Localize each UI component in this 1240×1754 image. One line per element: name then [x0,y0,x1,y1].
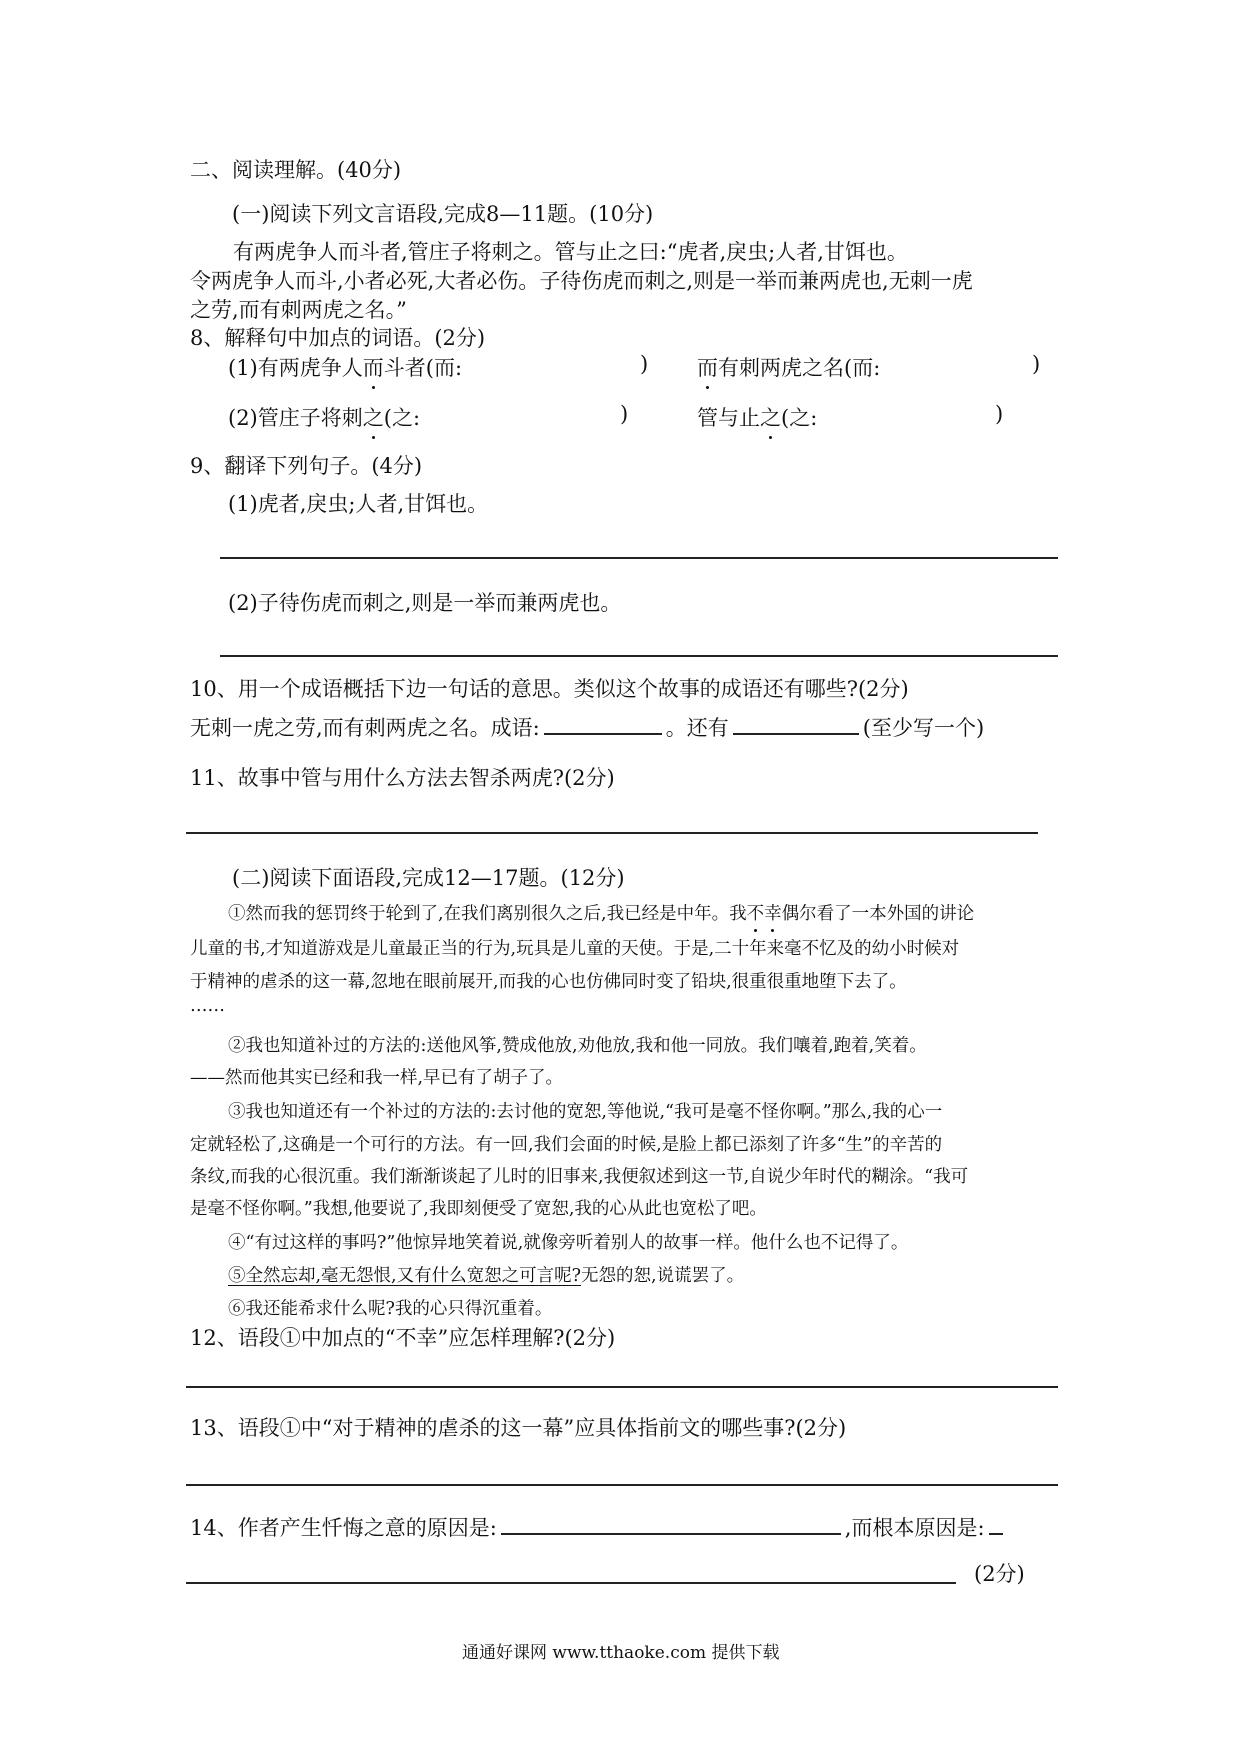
q12-stem: 12、语段①中加点的“不幸”应怎样理解?(2分) [190,1326,616,1350]
answer-line[interactable] [186,1582,956,1584]
q14-score: (2分) [974,1562,1025,1586]
q13-stem: 13、语段①中“对于精神的虐杀的这一幕”应具体指前文的哪些事?(2分) [190,1416,847,1440]
p3-line-3: 条纹,而我的心很沉重。我们渐渐谈起了儿时的旧事来,我便叙述到这一节,自说少年时代的糊涂。“我可 [190,1167,969,1187]
passage-line-2: 令两虎争人而斗,小者必死,大者必伤。子待伤虎而刺之,则是一举而兼两虎也,无刺一虎 [190,269,973,293]
answer-line[interactable] [220,557,1058,559]
p1-line-3: 于精神的虐杀的这一幕,忽地在眼前展开,而我的心也仿佛同时变了铅块,很重很重地堕下去了。 [190,972,907,992]
q9-sentence-1: (1)虎者,戾虫;人者,甘饵也。 [228,492,489,516]
dotted-char: 幸 [764,900,782,925]
answer-blank[interactable] [544,732,662,735]
footer-text: 通通好课网 www.tthaoke.com 提供下载 [462,1643,780,1663]
q8-item-1-close: ) [640,352,649,376]
p4-line: ④“有过这样的事吗?”他惊异地笑着说,就像旁听着别人的故事一样。他什么也不记得了。 [228,1233,909,1253]
p6-line: ⑥我还能希求什么呢?我的心只得沉重着。 [228,1299,553,1319]
passage-line-1: 有两虎争人而斗者,管庄子将刺之。管与止之曰:“虎者,戾虫;人者,甘饵也。 [233,240,908,264]
q9-sentence-2: (2)子待伤虎而刺之,则是一举而兼两虎也。 [228,591,622,615]
dotted-char: 而 [697,352,718,382]
p2-line-1: ②我也知道补过的方法的:送他风筝,赞成他放,劝他放,我和他一同放。我们嚷着,跑着,笑着。 [228,1036,927,1056]
q9-stem: 9、翻译下列句子。(4分) [190,454,423,478]
passage-line-3: 之劳,而有刺两虎之名。” [190,298,407,322]
part1-heading: (一)阅读下列文言语段,完成8—11题。(10分) [232,202,654,226]
p3-line-4: 是毫不怪你啊。”我想,他要说了,我即刻便受了宽恕,我的心从此也宽松了吧。 [190,1199,767,1219]
answer-blank[interactable] [733,732,859,735]
p3-line-1: ③我也知道还有一个补过的方法的:去讨他的宽恕,等他说,“我可是毫不怪你啊。”那么,我的心一 [228,1102,943,1122]
q10-stem: 10、用一个成语概括下边一句话的意思。类似这个故事的成语还有哪些?(2分) [190,677,909,701]
q10-line: 无刺一虎之劳,而有刺两虎之名。成语: 。还有 (至少写一个) [190,716,985,740]
q8-item-1: (1)有两虎争人而斗者(而: [228,352,462,382]
ellipsis: …… [190,996,225,1016]
p3-line-2: 定就轻松了,这确是一个可行的方法。有一回,我们会面的时候,是脸上都已添刻了许多“生”的辛苦的 [190,1135,943,1155]
answer-line[interactable] [220,655,1058,657]
answer-blank[interactable] [501,1532,841,1535]
q8-item-2: 而有刺两虎之名(而: [697,352,880,382]
q11-stem: 11、故事中管与用什么方法去智杀两虎?(2分) [190,766,615,790]
q8-item-4: 管与止之(之: [697,402,817,432]
p2-line-2: ——然而他其实已经和我一样,早已有了胡子了。 [190,1068,564,1088]
q8-item-3: (2)管庄子将刺之(之: [228,402,420,432]
dotted-char: 而 [363,352,384,382]
q8-item-4-close: ) [995,402,1004,426]
answer-blank[interactable] [989,1532,1003,1535]
dotted-char: 不 [747,900,765,925]
q14-line: 14、作者产生忏悔之意的原因是: ,而根本原因是: [190,1512,1007,1542]
p1-line-2: 儿童的书,才知道游戏是儿童最正当的行为,玩具是儿童的天使。于是,二十年来毫不忆及的幼小时候对 [190,939,960,959]
part2-heading: (二)阅读下面语段,完成12—17题。(12分) [232,866,625,890]
answer-line[interactable] [186,1386,1058,1388]
q8-stem: 8、解释句中加点的词语。(2分) [190,326,486,350]
dotted-char: 之 [363,402,384,432]
section-title: 二、阅读理解。(40分) [190,158,402,182]
answer-line[interactable] [186,1484,1058,1486]
p1-line-1: ①然而我的惩罚终于轮到了,在我们离别很久之后,我已经是中年。我不幸偶尔看了一本外国的讲论 [228,900,974,925]
answer-line[interactable] [186,832,1038,834]
p5-line: ⑤全然忘却,毫无怨恨,又有什么宽恕之可言呢?无怨的恕,说谎罢了。 [228,1266,745,1286]
q8-item-3-close: ) [620,402,629,426]
underlined-sentence: ⑤全然忘却,毫无怨恨,又有什么宽恕之可言呢? [228,1266,582,1286]
q8-item-2-close: ) [1032,352,1041,376]
dotted-char: 之 [760,402,781,432]
